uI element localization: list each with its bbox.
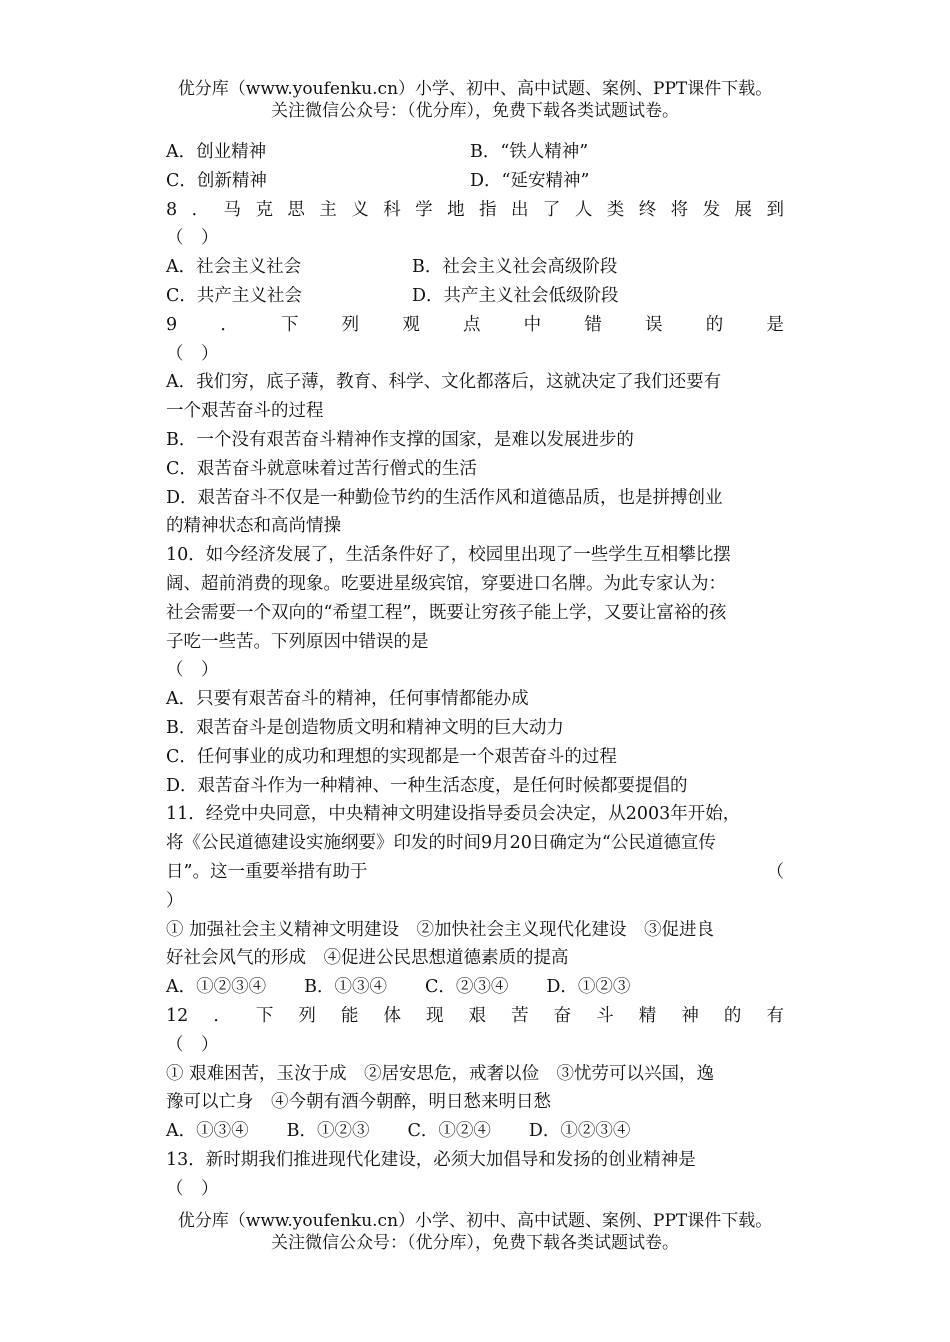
q11-paren-close: ） — [166, 890, 184, 911]
q8-char: 将 — [670, 199, 689, 220]
q8-option-d: D．共产主义社会低级阶段 — [412, 285, 619, 306]
q9-option-d-line-1: D．艰苦奋斗不仅是一种勤俭节约的生活作风和道德品质，也是拼搏创业 — [166, 487, 723, 508]
q9-option-b: B．一个没有艰苦奋斗精神作支撑的国家，是难以发展进步的 — [166, 429, 634, 450]
q8-char: 到 — [766, 199, 784, 220]
q10-stem-line-2: 阔、超前消费的现象。吃要进星级宾馆，穿要进口名牌。为此专家认为： — [166, 573, 726, 594]
q9-char: 中 — [523, 314, 542, 335]
q12-char: 的 — [723, 1005, 742, 1026]
q9-stem — [166, 311, 784, 340]
q12-char: 精 — [638, 1005, 657, 1026]
q8-char: 出 — [510, 199, 529, 220]
header-line-2: 关注微信公众号：（优分库），免费下载各类试题试卷。 — [271, 101, 679, 121]
q10-stem-line-1: 10．如今经济发展了，生活条件好了，校园里出现了一些学生互相攀比摆 — [166, 545, 731, 566]
q9-char: 误 — [645, 314, 663, 335]
q8-char: ． — [191, 199, 210, 220]
q8-stem — [166, 196, 784, 225]
q8-char: 克 — [255, 199, 273, 220]
q9-char: 列 — [341, 314, 360, 335]
q8-char: 类 — [606, 199, 625, 220]
q12-char: 列 — [298, 1005, 316, 1026]
q11-option-d: D．①②③ — [546, 977, 631, 998]
q9-char: ． — [220, 314, 238, 335]
q12-char: 现 — [426, 1005, 444, 1026]
q10-option-c: C．任何事业的成功和理想的实现都是一个艰苦奋斗的过程 — [166, 746, 617, 767]
q8-char: 主 — [319, 199, 337, 220]
q9-char: 点 — [463, 314, 481, 335]
q12-char: 奋 — [553, 1005, 572, 1026]
q13-stem: 13．新时期我们推进现代化建设，必须大加倡导和发扬的创业精神是 — [166, 1149, 696, 1170]
q8-char: 马 — [223, 199, 242, 220]
q12-char: 下 — [255, 1005, 274, 1026]
q8-char: 地 — [447, 199, 465, 220]
footer-line-2: 关注微信公众号：（优分库），免费下载各类试题试卷。 — [271, 1233, 679, 1253]
q12-char: 12 — [166, 1005, 189, 1026]
q8-char: 了 — [542, 199, 561, 220]
q12-char: 体 — [383, 1005, 402, 1026]
q10-stem-line-3: 社会需要一个双向的“希望工程”，既要让穷孩子能上学，又要让富裕的孩 — [166, 602, 727, 623]
q10-stem-line-4: 子吃一些苦。下列原因中错误的是 — [166, 631, 429, 652]
q7-options-row-1 — [166, 138, 784, 167]
q11-stem-line-2: 将《公民道德建设实施纲要》印发的时间9月20日确定为“公民道德宣传 — [166, 833, 716, 854]
q8-answer-paren: （ ） — [166, 228, 219, 249]
q8-char: 科 — [383, 199, 401, 220]
q12-option-a: A．①③④ — [166, 1121, 249, 1142]
q12-option-b: B．①②③ — [286, 1121, 370, 1142]
q12-char: 苦 — [511, 1005, 529, 1026]
question-content — [166, 138, 784, 1203]
q10-answer-paren: （ ） — [166, 660, 219, 681]
q9-char: 下 — [280, 314, 299, 335]
q10-option-a: A．只要有艰苦奋斗的精神，任何事情都能办成 — [166, 689, 529, 710]
q11-paren-open: （ — [766, 861, 784, 882]
q11-stem-line-1: 11．经党中央同意，中央精神文明建设指导委员会决定，从2003年开始， — [166, 804, 741, 825]
q11-stem-text: 日”。这一重要举措有助于 — [166, 861, 368, 882]
q8-options-row-2 — [166, 282, 784, 311]
q9-option-d-line-2: 的精神状态和高尚情操 — [166, 516, 341, 537]
q8-char: 思 — [287, 199, 305, 220]
q9-char: 9 — [166, 314, 178, 335]
q7-option-d: D．“延安精神” — [470, 170, 590, 191]
page-header — [0, 78, 950, 122]
q12-items-line-2: 豫可以亡身 ④今朝有酒今朝醉，明日愁来明日愁 — [166, 1092, 551, 1113]
q12-char: 艰 — [468, 1005, 487, 1026]
q11-option-a: A．①②③④ — [166, 977, 267, 998]
q8-char: 8 — [166, 199, 178, 220]
q8-char: 义 — [351, 199, 369, 220]
q12-char: 斗 — [596, 1005, 614, 1026]
q8-option-c: C．共产主义社会 — [166, 285, 302, 306]
q8-option-a: A．社会主义社会 — [166, 257, 302, 278]
q9-char: 错 — [584, 314, 602, 335]
q11-option-b: B．①③④ — [304, 977, 388, 998]
q9-char: 是 — [766, 314, 784, 335]
q11-items-line-2: 好社会风气的形成 ④促进公民思想道德素质的提高 — [166, 948, 569, 969]
q12-answer-paren: （ ） — [166, 1034, 219, 1055]
q7-option-c: C．创新精神 — [166, 170, 267, 191]
q9-option-a-line-1: A．我们穷，底子薄，教育、科学、文化都落后，这就决定了我们还要有 — [166, 372, 722, 393]
q11-options — [166, 973, 784, 1002]
q12-char: 能 — [340, 1005, 359, 1026]
q11-items-line-1: ① 加强社会主义精神文明建设 ②加快社会主义现代化建设 ③促进良 — [166, 919, 715, 940]
q9-answer-paren: （ ） — [166, 343, 219, 364]
header-line-1: 优分库（www.youfenku.cn）小学、初中、高中试题、案例、PPT课件下载。 — [177, 79, 773, 99]
q7-option-b: B．“铁人精神” — [470, 142, 589, 162]
q8-options-row-1 — [166, 253, 784, 282]
q12-option-c: C．①②④ — [407, 1121, 491, 1142]
q7-options-row-2 — [166, 167, 784, 196]
q7-option-a: A．创业精神 — [166, 142, 267, 162]
q8-char: 展 — [734, 199, 753, 220]
footer-line-1: 优分库（www.youfenku.cn）小学、初中、高中试题、案例、PPT课件下载。 — [177, 1211, 773, 1231]
q9-option-c: C．艰苦奋斗就意味着过苦行僧式的生活 — [166, 458, 477, 479]
q8-option-b: B．社会主义社会高级阶段 — [412, 257, 618, 278]
q13-answer-paren: （ ） — [166, 1178, 219, 1199]
q12-option-d: D．①②③④ — [528, 1121, 631, 1142]
q8-char: 终 — [638, 199, 657, 220]
q9-option-a-line-2: 一个艰苦奋斗的过程 — [166, 401, 324, 422]
q8-char: 人 — [574, 199, 593, 220]
q9-char: 的 — [705, 314, 724, 335]
q10-option-b: B．艰苦奋斗是创造物质文明和精神文明的巨大动力 — [166, 717, 564, 738]
q11-stem-line-3 — [166, 858, 784, 887]
q12-char: 有 — [766, 1005, 784, 1026]
q11-option-c: C．②③④ — [425, 977, 509, 998]
page-footer — [0, 1210, 950, 1254]
q9-char: 观 — [402, 314, 420, 335]
q12-options — [166, 1117, 784, 1146]
q12-stem — [166, 1002, 784, 1031]
q12-char: ． — [213, 1005, 231, 1026]
q8-char: 发 — [702, 199, 721, 220]
q8-char: 学 — [415, 199, 433, 220]
q12-items-line-1: ① 艰难困苦，玉汝于成 ②居安思危，戒奢以俭 ③忧劳可以兴国，逸 — [166, 1063, 715, 1084]
q12-char: 神 — [681, 1005, 699, 1026]
q10-option-d: D．艰苦奋斗作为一种精神、一种生活态度，是任何时候都要提倡的 — [166, 775, 688, 796]
q8-char: 指 — [479, 199, 497, 220]
